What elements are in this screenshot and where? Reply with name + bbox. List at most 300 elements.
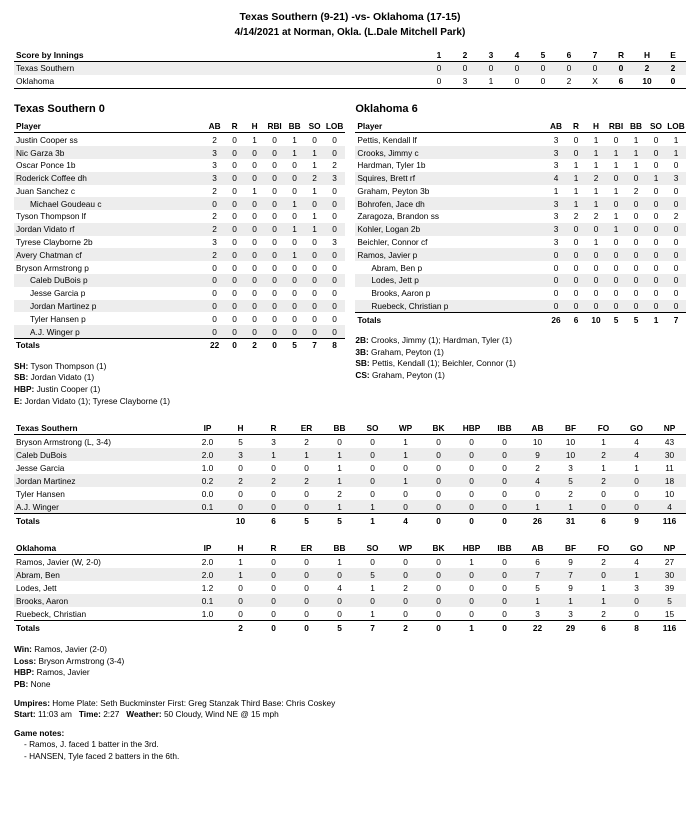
stat-so: 0 xyxy=(370,462,375,473)
stat-so: 5 xyxy=(356,568,389,581)
stat-lob: 3 xyxy=(666,172,686,185)
linescore-cell: 0 xyxy=(556,61,582,75)
stat-so: 0 xyxy=(646,274,666,287)
stat-ab: 4 xyxy=(546,172,566,185)
table-row xyxy=(355,133,686,146)
col-player: Player xyxy=(14,120,205,133)
totals-er: 0 xyxy=(290,621,323,635)
totals-row xyxy=(14,514,686,528)
stat-ab: 1 xyxy=(553,185,559,196)
stat-r: 0 xyxy=(232,160,237,171)
stat-so: 0 xyxy=(305,248,325,261)
home-pitching-table xyxy=(14,541,686,634)
stat-r: 0 xyxy=(225,146,245,159)
linescore-errors: 0 xyxy=(660,75,686,89)
stat-bk: 0 xyxy=(436,462,441,473)
stat-lob: 0 xyxy=(325,300,345,313)
totals-er: 5 xyxy=(290,514,323,528)
stat-h: 0 xyxy=(593,288,599,299)
stat-go: 4 xyxy=(620,448,653,461)
stat-r: 1 xyxy=(257,448,290,461)
totals-wp: 2 xyxy=(389,621,422,635)
home-team-line: Oklahoma 6 xyxy=(355,102,418,115)
stat-ip: 2.0 xyxy=(191,448,224,461)
stat-go: 1 xyxy=(634,462,639,473)
stat-bf: 9 xyxy=(568,556,573,567)
col-r: R xyxy=(257,421,290,435)
totals-so: 7 xyxy=(356,621,389,635)
home-pitching-team: Oklahoma xyxy=(14,541,191,555)
loss-text: Bryson Armstrong (3-4) xyxy=(38,655,125,666)
stat-so: 0 xyxy=(312,313,317,324)
stat-go: 3 xyxy=(634,582,639,593)
stat-np: 30 xyxy=(653,448,686,461)
linescore-header-errors: E xyxy=(660,48,686,61)
stat-so: 1 xyxy=(646,172,666,185)
stat-wp: 0 xyxy=(389,500,422,514)
col-player: Player xyxy=(355,120,546,133)
stat-bk: 0 xyxy=(436,582,441,593)
table-row xyxy=(355,146,686,159)
stat-bk: 0 xyxy=(422,474,455,487)
col-ab: AB xyxy=(546,120,566,133)
stat-bf: 9 xyxy=(568,582,573,593)
stat-so: 0 xyxy=(312,237,317,248)
page-title: Texas Southern (9-21) -vs- Oklahoma (17-15) xyxy=(239,11,461,23)
stat-so: 1 xyxy=(370,582,375,593)
stat-h: 0 xyxy=(252,237,257,248)
umpires-text: Home Plate: Seth Buckminster First: Greg Stanzak Third Base: Chris Coskey xyxy=(52,697,336,708)
stat-np: 4 xyxy=(653,500,686,514)
stat-r: 0 xyxy=(566,300,586,313)
stat-ip: 1.0 xyxy=(201,462,214,473)
col-wp: WP xyxy=(389,421,422,435)
stat-fo: 0 xyxy=(601,488,606,499)
stat-h: 0 xyxy=(252,160,257,171)
stat-r: 0 xyxy=(566,274,586,287)
stat-bb: 0 xyxy=(292,185,297,196)
col-ip: IP xyxy=(191,421,224,435)
stat-bb: 1 xyxy=(292,134,297,145)
player-name: Tyler Hansen p xyxy=(30,313,86,324)
stat-r: 0 xyxy=(232,262,237,273)
note-label: HBP: xyxy=(14,383,35,394)
totals-r: 0 xyxy=(257,621,290,635)
table-row xyxy=(14,487,686,500)
stat-ibb: 0 xyxy=(502,608,507,619)
stat-lob: 0 xyxy=(332,185,337,196)
stat-lob: 3 xyxy=(325,172,345,185)
table-row xyxy=(14,274,345,287)
col-ab: AB xyxy=(521,421,554,435)
stat-fo: 0 xyxy=(587,500,620,514)
stat-fo: 1 xyxy=(601,462,606,473)
pitcher-name: Tyler Hansen xyxy=(16,488,65,499)
stat-so: 0 xyxy=(312,262,317,273)
stat-hbp: 0 xyxy=(469,582,474,593)
stat-r: 2 xyxy=(257,474,290,487)
table-row xyxy=(14,568,686,581)
stat-r: 0 xyxy=(232,211,237,222)
stat-lob: 0 xyxy=(332,262,337,273)
linescore-row-home xyxy=(14,75,686,89)
col-hbp: HBP xyxy=(455,421,488,435)
col-bf: BF xyxy=(554,541,587,555)
stat-r: 0 xyxy=(225,172,245,185)
stat-ab: 4 xyxy=(521,474,554,487)
stat-so: 0 xyxy=(653,211,659,222)
batting-header-row xyxy=(14,120,345,133)
stat-so: 0 xyxy=(370,436,375,447)
stat-so: 0 xyxy=(653,185,659,196)
stat-hbp: 1 xyxy=(469,556,474,567)
stat-lob: 0 xyxy=(325,248,345,261)
home-pitching-section xyxy=(14,541,686,634)
home-batting-column xyxy=(355,89,686,408)
player-name: Avery Chatman cf xyxy=(14,248,205,261)
stat-rbi: 0 xyxy=(606,172,626,185)
table-row xyxy=(14,248,345,261)
stat-bb: 0 xyxy=(633,262,639,273)
stat-bb: 0 xyxy=(285,172,305,185)
stat-hbp: 0 xyxy=(469,488,474,499)
stat-ab: 3 xyxy=(553,237,559,248)
col-h: H xyxy=(224,541,257,555)
win-line xyxy=(14,644,686,656)
stat-rbi: 0 xyxy=(272,160,277,171)
hbp-label: HBP: xyxy=(14,667,35,678)
col-hbp: HBP xyxy=(455,541,488,555)
stat-r: 1 xyxy=(566,172,586,185)
stat-r: 0 xyxy=(573,134,579,145)
linescore-cell: X xyxy=(582,75,608,89)
stat-bf: 2 xyxy=(568,488,573,499)
table-row xyxy=(14,594,686,607)
stat-ip: 1.2 xyxy=(201,582,214,593)
stat-go: 0 xyxy=(634,608,639,619)
stat-bb: 0 xyxy=(633,237,639,248)
player-name: Brooks, Aaron p xyxy=(371,288,431,299)
totals-r: 0 xyxy=(225,338,245,351)
player-name: Juan Sanchez c xyxy=(16,185,76,196)
stat-ab: 7 xyxy=(521,568,554,581)
stat-r: 1 xyxy=(566,197,586,210)
stat-go: 0 xyxy=(620,474,653,487)
stat-h: 3 xyxy=(224,448,257,461)
totals-bb: 5 xyxy=(626,313,646,326)
stat-rbi: 1 xyxy=(613,160,619,171)
stat-h: 0 xyxy=(224,500,257,514)
stat-h: 0 xyxy=(245,325,265,338)
stat-lob: 0 xyxy=(332,313,337,324)
pitching-header-row xyxy=(14,421,686,435)
pitcher-name: Ruebeck, Christian xyxy=(16,608,87,619)
stat-bf: 1 xyxy=(554,594,587,607)
table-row xyxy=(14,461,686,474)
stat-so: 1 xyxy=(370,608,375,619)
page-subtitle: 4/14/2021 at Norman, Okla. (L.Dale Mitchell Park) xyxy=(234,27,466,38)
stat-ibb: 0 xyxy=(502,488,507,499)
stat-so: 0 xyxy=(646,146,666,159)
stat-ibb: 0 xyxy=(488,568,521,581)
note-line xyxy=(14,384,345,396)
stat-rbi: 0 xyxy=(272,262,277,273)
stat-np: 39 xyxy=(664,582,675,593)
stat-r: 0 xyxy=(232,185,237,196)
stat-bf: 5 xyxy=(554,474,587,487)
stat-ab: 6 xyxy=(535,556,540,567)
stat-rbi: 0 xyxy=(606,248,626,261)
linescore-cell: 0 xyxy=(504,75,530,89)
away-batting-column xyxy=(14,89,345,408)
player-name: Nic Garza 3b xyxy=(14,146,205,159)
stat-ab: 3 xyxy=(205,172,225,185)
stat-so: 0 xyxy=(646,197,666,210)
win-label: Win: xyxy=(14,644,32,655)
stat-ibb: 0 xyxy=(502,436,507,447)
inning-header-5: 5 xyxy=(530,48,556,61)
inning-header-2: 2 xyxy=(452,48,478,61)
stat-r: 0 xyxy=(573,288,579,299)
stat-bf: 3 xyxy=(568,462,573,473)
table-row xyxy=(355,185,686,198)
stat-ip: 2.0 xyxy=(201,436,214,447)
stat-lob: 0 xyxy=(666,274,686,287)
stat-rbi: 0 xyxy=(272,134,277,145)
stat-hbp: 0 xyxy=(455,474,488,487)
stat-rbi: 0 xyxy=(272,288,277,299)
stat-wp: 1 xyxy=(389,474,422,487)
stat-r: 0 xyxy=(232,313,237,324)
game-footer xyxy=(14,644,686,762)
col-so: SO xyxy=(356,541,389,555)
totals-so: 1 xyxy=(646,313,666,326)
stat-so: 0 xyxy=(653,237,659,248)
stat-so: 0 xyxy=(305,197,325,210)
pitcher-name: Abram, Ben xyxy=(14,568,191,581)
stat-ab: 2 xyxy=(212,134,217,145)
totals-bf: 31 xyxy=(554,514,587,528)
col-fo: FO xyxy=(587,421,620,435)
stat-er: 0 xyxy=(304,488,309,499)
stat-so: 1 xyxy=(305,223,325,236)
stat-so: 0 xyxy=(312,134,317,145)
totals-bb: 5 xyxy=(323,621,356,635)
totals-row xyxy=(355,313,686,326)
win-text: Ramos, Javier (2-0) xyxy=(34,644,108,655)
player-name: Squires, Brett rf xyxy=(355,172,546,185)
stat-bb: 4 xyxy=(337,582,342,593)
away-pitching-table xyxy=(14,421,686,527)
table-row xyxy=(355,236,686,249)
stat-wp: 0 xyxy=(403,608,408,619)
stat-rbi: 0 xyxy=(272,211,277,222)
player-name: Graham, Peyton 3b xyxy=(357,185,430,196)
stat-er: 0 xyxy=(304,608,309,619)
stat-r: 0 xyxy=(271,488,276,499)
player-name: Jordan Martinez p xyxy=(14,300,205,313)
stat-r: 0 xyxy=(257,568,290,581)
stat-ab: 5 xyxy=(535,582,540,593)
stat-rbi: 0 xyxy=(613,237,619,248)
player-name: Zaragoza, Brandon ss xyxy=(357,211,439,222)
stat-wp: 0 xyxy=(389,568,422,581)
stat-h: 0 xyxy=(252,288,257,299)
game-note-item: - HANSEN, Tyle faced 2 batters in the 6th. xyxy=(24,750,180,761)
stat-so: 0 xyxy=(370,556,375,567)
batting-section xyxy=(14,89,686,408)
stat-h: 1 xyxy=(252,134,257,145)
stat-rbi: 0 xyxy=(272,185,277,196)
linescore-runs: 6 xyxy=(608,75,634,89)
stat-r: 0 xyxy=(225,197,245,210)
weather-value: 50 Cloudy, Wind NE @ 15 mph xyxy=(163,709,279,720)
stat-hbp: 0 xyxy=(455,594,488,607)
stat-lob: 3 xyxy=(332,237,337,248)
stat-bk: 0 xyxy=(422,500,455,514)
totals-ab: 22 xyxy=(521,621,554,635)
pb-label: PB: xyxy=(14,678,29,689)
stat-lob: 0 xyxy=(673,288,679,299)
stat-ab: 2 xyxy=(205,223,225,236)
totals-go: 9 xyxy=(620,514,653,528)
stat-so: 1 xyxy=(312,185,317,196)
stat-so: 0 xyxy=(305,325,325,338)
player-name: Beichler, Connor cf xyxy=(357,237,428,248)
stat-r: 0 xyxy=(225,325,245,338)
stat-so: 1 xyxy=(356,500,389,514)
totals-row xyxy=(14,621,686,635)
note-line xyxy=(355,347,686,359)
stat-er: 0 xyxy=(304,582,309,593)
stat-rbi: 1 xyxy=(613,185,619,196)
stat-ab: 3 xyxy=(212,237,217,248)
player-name: Ramos, Javier p xyxy=(355,248,546,261)
table-row xyxy=(355,287,686,300)
stat-ab: 3 xyxy=(546,223,566,236)
col-h: H xyxy=(586,120,606,133)
stat-ab: 3 xyxy=(553,134,559,145)
stat-ab: 0 xyxy=(535,488,540,499)
stat-rbi: 1 xyxy=(606,223,626,236)
stat-bb: 1 xyxy=(285,146,305,159)
stat-bb: 0 xyxy=(292,313,297,324)
hbp-text: Ramos, Javier xyxy=(36,667,90,678)
stat-h: 1 xyxy=(252,185,257,196)
stat-np: 11 xyxy=(665,462,674,473)
stat-np: 15 xyxy=(664,608,675,619)
pitcher-name: Lodes, Jett xyxy=(16,582,57,593)
stat-bb: 0 xyxy=(626,197,646,210)
col-go: GO xyxy=(620,421,653,435)
col-r: R xyxy=(257,541,290,555)
stat-bb: 0 xyxy=(626,248,646,261)
stat-rbi: 0 xyxy=(606,300,626,313)
stat-go: 4 xyxy=(634,436,639,447)
stat-h: 0 xyxy=(252,313,257,324)
col-bb: BB xyxy=(626,120,646,133)
player-name: Jordan Vidato rf xyxy=(14,223,205,236)
col-ab: AB xyxy=(521,541,554,555)
stat-h: 0 xyxy=(245,274,265,287)
stat-go: 1 xyxy=(620,568,653,581)
stat-bb: 0 xyxy=(292,211,297,222)
stat-rbi: 0 xyxy=(272,237,277,248)
stat-lob: 0 xyxy=(666,248,686,261)
stat-ip: 0.1 xyxy=(191,500,224,514)
stat-rbi: 0 xyxy=(606,197,626,210)
linescore-cell: 0 xyxy=(426,61,452,75)
totals-ip xyxy=(191,514,224,528)
stat-er: 0 xyxy=(290,594,323,607)
stat-bb: 0 xyxy=(285,274,305,287)
totals-hbp: 0 xyxy=(455,514,488,528)
totals-h: 10 xyxy=(224,514,257,528)
table-row xyxy=(14,555,686,569)
totals-label: Totals xyxy=(14,338,205,351)
stat-bf: 10 xyxy=(554,448,587,461)
table-row xyxy=(14,300,345,313)
col-fo: FO xyxy=(587,541,620,555)
stat-bb: 1 xyxy=(633,134,639,145)
table-row xyxy=(355,261,686,274)
loss-line xyxy=(14,656,686,668)
stat-lob: 0 xyxy=(666,300,686,313)
col-ip: IP xyxy=(191,541,224,555)
stat-h: 0 xyxy=(245,197,265,210)
stat-so: 0 xyxy=(356,594,389,607)
totals-ab: 26 xyxy=(521,514,554,528)
stat-h: 1 xyxy=(593,237,599,248)
stat-bb: 2 xyxy=(633,185,639,196)
stat-hbp: 0 xyxy=(469,608,474,619)
stat-bb: 1 xyxy=(633,160,639,171)
stat-bk: 0 xyxy=(436,436,441,447)
player-name: Kohler, Logan 2b xyxy=(355,223,546,236)
totals-label: Totals xyxy=(355,313,546,326)
col-bb: BB xyxy=(285,120,305,133)
stat-h: 1 xyxy=(593,185,599,196)
stat-wp: 2 xyxy=(403,582,408,593)
stat-ab: 3 xyxy=(535,608,540,619)
stat-h: 0 xyxy=(252,211,257,222)
table-row xyxy=(14,287,345,300)
stat-so: 0 xyxy=(370,488,375,499)
stat-ab: 9 xyxy=(521,448,554,461)
note-text: Tyson Thompson (1) xyxy=(30,360,107,371)
totals-h: 10 xyxy=(586,313,606,326)
stat-h: 0 xyxy=(245,172,265,185)
totals-ab: 26 xyxy=(546,313,566,326)
stat-ip: 0.0 xyxy=(201,488,214,499)
stat-rbi: 0 xyxy=(613,134,619,145)
stat-r: 0 xyxy=(566,223,586,236)
stat-ab: 2 xyxy=(535,462,540,473)
stat-bb: 0 xyxy=(633,288,639,299)
stat-rbi: 0 xyxy=(265,197,285,210)
stat-rbi: 0 xyxy=(265,146,285,159)
stat-so: 0 xyxy=(653,134,659,145)
stat-ibb: 0 xyxy=(488,474,521,487)
player-name: Tyson Thompson lf xyxy=(16,211,86,222)
stat-lob: 0 xyxy=(332,134,337,145)
stat-ab: 3 xyxy=(553,211,559,222)
game-notes-section xyxy=(14,728,686,763)
table-row xyxy=(14,159,345,172)
stat-bb: 0 xyxy=(292,262,297,273)
table-row xyxy=(355,172,686,185)
stat-fo: 0 xyxy=(587,568,620,581)
